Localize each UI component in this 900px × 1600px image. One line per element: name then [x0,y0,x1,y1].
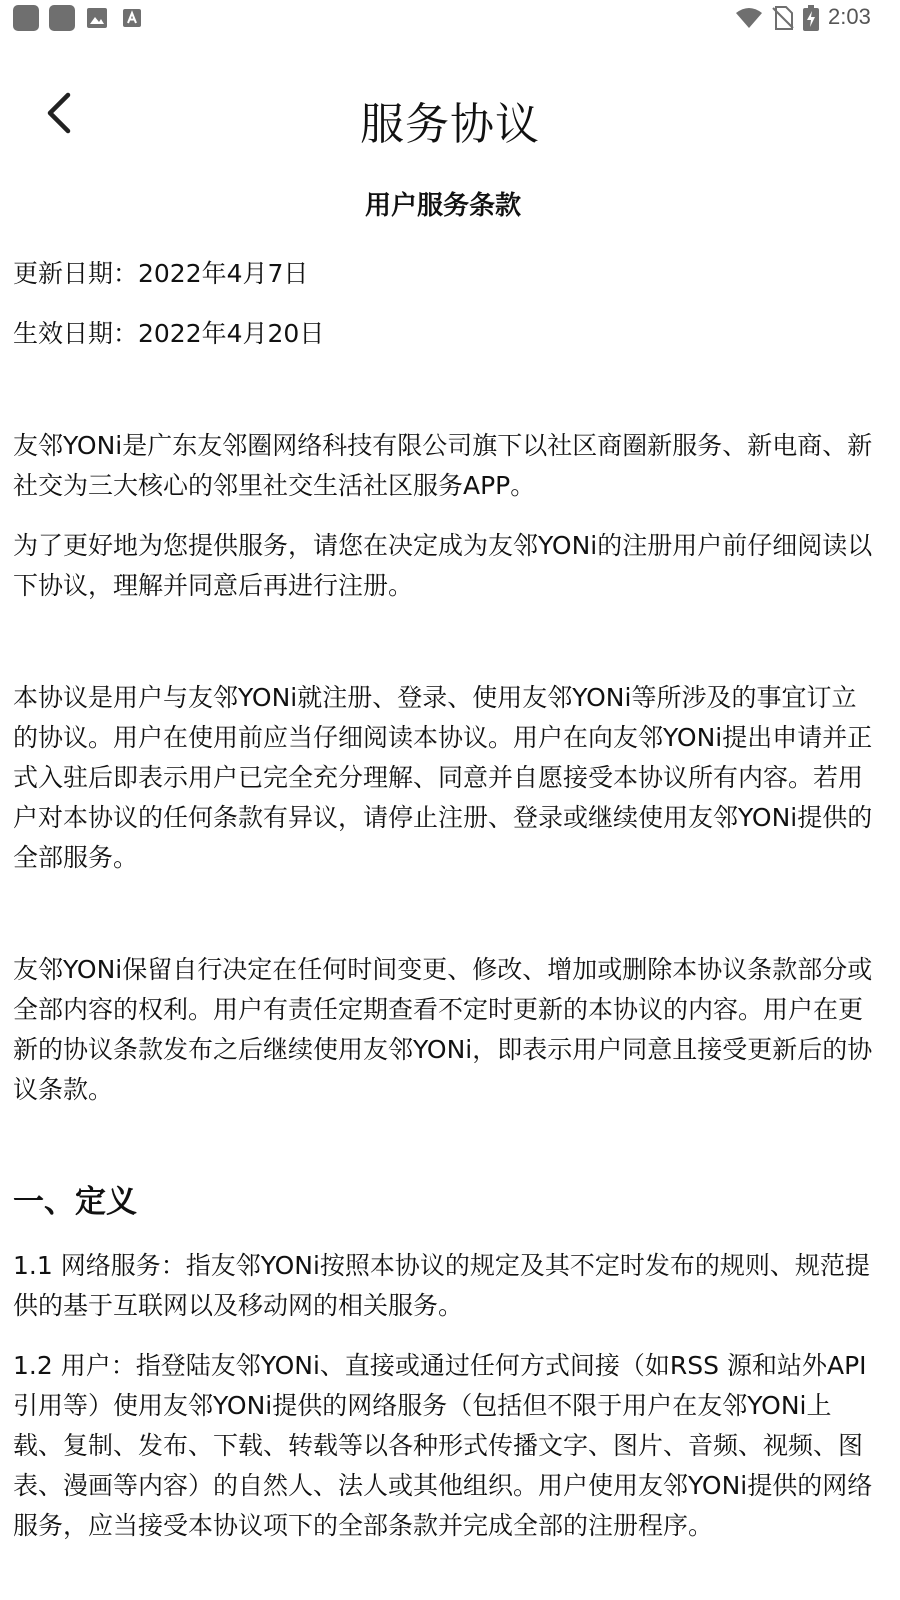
paragraph-modification-rights: 友邻YONi保留自行决定在任何时间变更、修改、增加或删除本协议条款部分或全部内容的权利。用户有责任定期查看不定时更新的本协议的内容。用户在更新的协议条款发布之后继续使用友邻YONi，即表示用户同意且接受更新后的协议条款。 [13,955,873,1104]
status-bar [0,0,900,40]
definition-item: 1.2 用户：指登陆友邻YONi、直接或通过任何方式间接（如RSS 源和站外API 引用等）使用友邻YONi提供的网络服务（包括但不限于用户在友邻YONi上载、复制、发布、下载、转载等以各种形式传播文字、图片、音频、视频、图表、漫画等内容）的自然人、法人或其他组织。用户使用友邻YONi提供的网络服务，应当接受本协议项下的全部条款并完成全部的注册程序。 [13,1351,873,1540]
image-icon [86,7,108,29]
font-icon [122,8,142,28]
status-time: 2:03 [828,4,871,29]
battery-charging-icon [803,5,819,31]
no-sim-icon [772,6,794,30]
page-title: 服务协议 [360,99,540,150]
paragraph-read-notice: 为了更好地为您提供服务，请您在决定成为友邻YONi的注册用户前仔细阅读以下协议，理解并同意后再进行注册。 [13,531,873,600]
paragraph-agreement-scope: 本协议是用户与友邻YONi就注册、登录、使用友邻YONi等所涉及的事宜订立的协议。用户在使用前应当仔细阅读本协议。用户在向友邻YONi提出申请并正式入驻后即表示用户已完全充分理解、同意并自愿接受本协议所有内容。若用户对本协议的任何条款有异议，请停止注册、登录或继续使用友邻YONi提供的全部服务。 [13,683,873,872]
effective-date: 生效日期：2022年4月20日 [13,319,325,348]
document-title: 用户服务条款 [364,191,521,221]
app-notification-icon [49,5,75,31]
update-date: 更新日期：2022年4月7日 [13,259,309,288]
agreement-content [13,180,873,1546]
paragraph-intro: 友邻YONi是广东友邻圈网络科技有限公司旗下以社区商圈新服务、新电商、新社交为三大核心的邻里社交生活社区服务APP。 [13,431,873,500]
definition-item: 1.1 网络服务：指友邻YONi按照本协议的规定及其不定时发布的规则、规范提供的基于互联网以及移动网的相关服务。 [13,1251,870,1320]
app-header [0,60,900,170]
section-heading-definitions: 一、定义 [13,1184,137,1220]
wifi-icon [735,6,763,30]
app-notification-icon [13,5,39,31]
